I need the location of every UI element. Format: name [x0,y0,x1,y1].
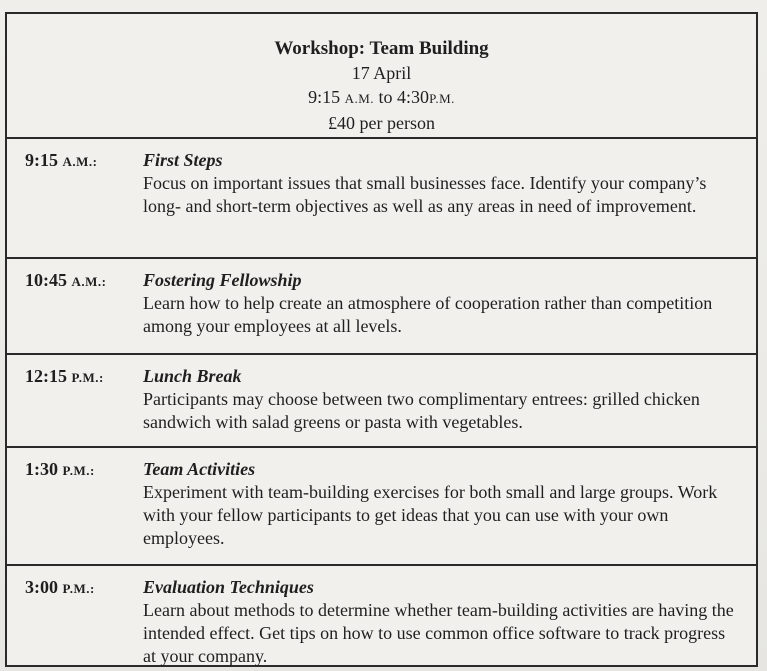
session-row [7,259,756,355]
session-row [7,566,756,667]
session-time-period: P.M.: [71,370,104,385]
workshop-time-range [7,85,756,111]
session-content [143,365,738,434]
session-content [143,458,738,550]
session-content [143,149,738,218]
session-title: First Steps [143,150,223,170]
session-title: Evaluation Techniques [143,577,314,597]
session-title: Lunch Break [143,366,242,386]
session-time [25,576,143,600]
session-description: Learn how to help create an atmosphere of cooperation rather than competition among your employees at all levels. [143,293,713,336]
session-content [143,576,738,668]
session-title: Fostering Fellowship [143,270,302,290]
workshop-time-end-suffix: P.M. [429,91,455,106]
workshop-time-start: 9:15 [308,87,341,107]
session-time-period: P.M.: [62,581,95,596]
workshop-time-end: 4:30 [397,87,430,107]
session-time-value: 10:45 [25,270,67,290]
workshop-header [7,14,756,139]
session-time-value: 3:00 [25,577,58,597]
workshop-time-start-suffix: A.M. [344,91,375,106]
session-description: Learn about methods to determine whether team-building activities are having the intended effect. Get tips on how to use common office software to track progress at your company. [143,600,734,666]
session-time-value: 9:15 [25,150,58,170]
session-time [25,365,143,389]
workshop-time-connector: to [378,87,393,107]
session-description: Focus on important issues that small businesses face. Identify your company’s long- and short-term objectives as well as any areas in need of improvement. [143,173,707,216]
workshop-schedule-table [5,12,758,667]
workshop-title: Workshop: Team Building [274,38,489,59]
session-time-value: 1:30 [25,459,58,479]
session-time-period: P.M.: [62,463,95,478]
session-row [7,355,756,448]
session-time [25,269,143,293]
session-description: Participants may choose between two complimentary entrees: grilled chicken sandwich with salad greens or pasta with vegetables. [143,389,700,432]
session-time-period: A.M.: [62,154,98,169]
session-time-value: 12:15 [25,366,67,386]
session-content [143,269,738,338]
session-time [25,149,143,173]
workshop-date: 17 April [351,63,412,83]
session-title: Team Activities [143,459,256,479]
workshop-price: £40 per person [328,113,435,133]
session-time [25,458,143,482]
session-row [7,139,756,259]
session-description: Experiment with team-building exercises for both small and large groups. Work with your fellow participants to get ideas that you can use with your own employees. [143,482,718,548]
session-row [7,448,756,566]
session-time-period: A.M.: [71,274,107,289]
